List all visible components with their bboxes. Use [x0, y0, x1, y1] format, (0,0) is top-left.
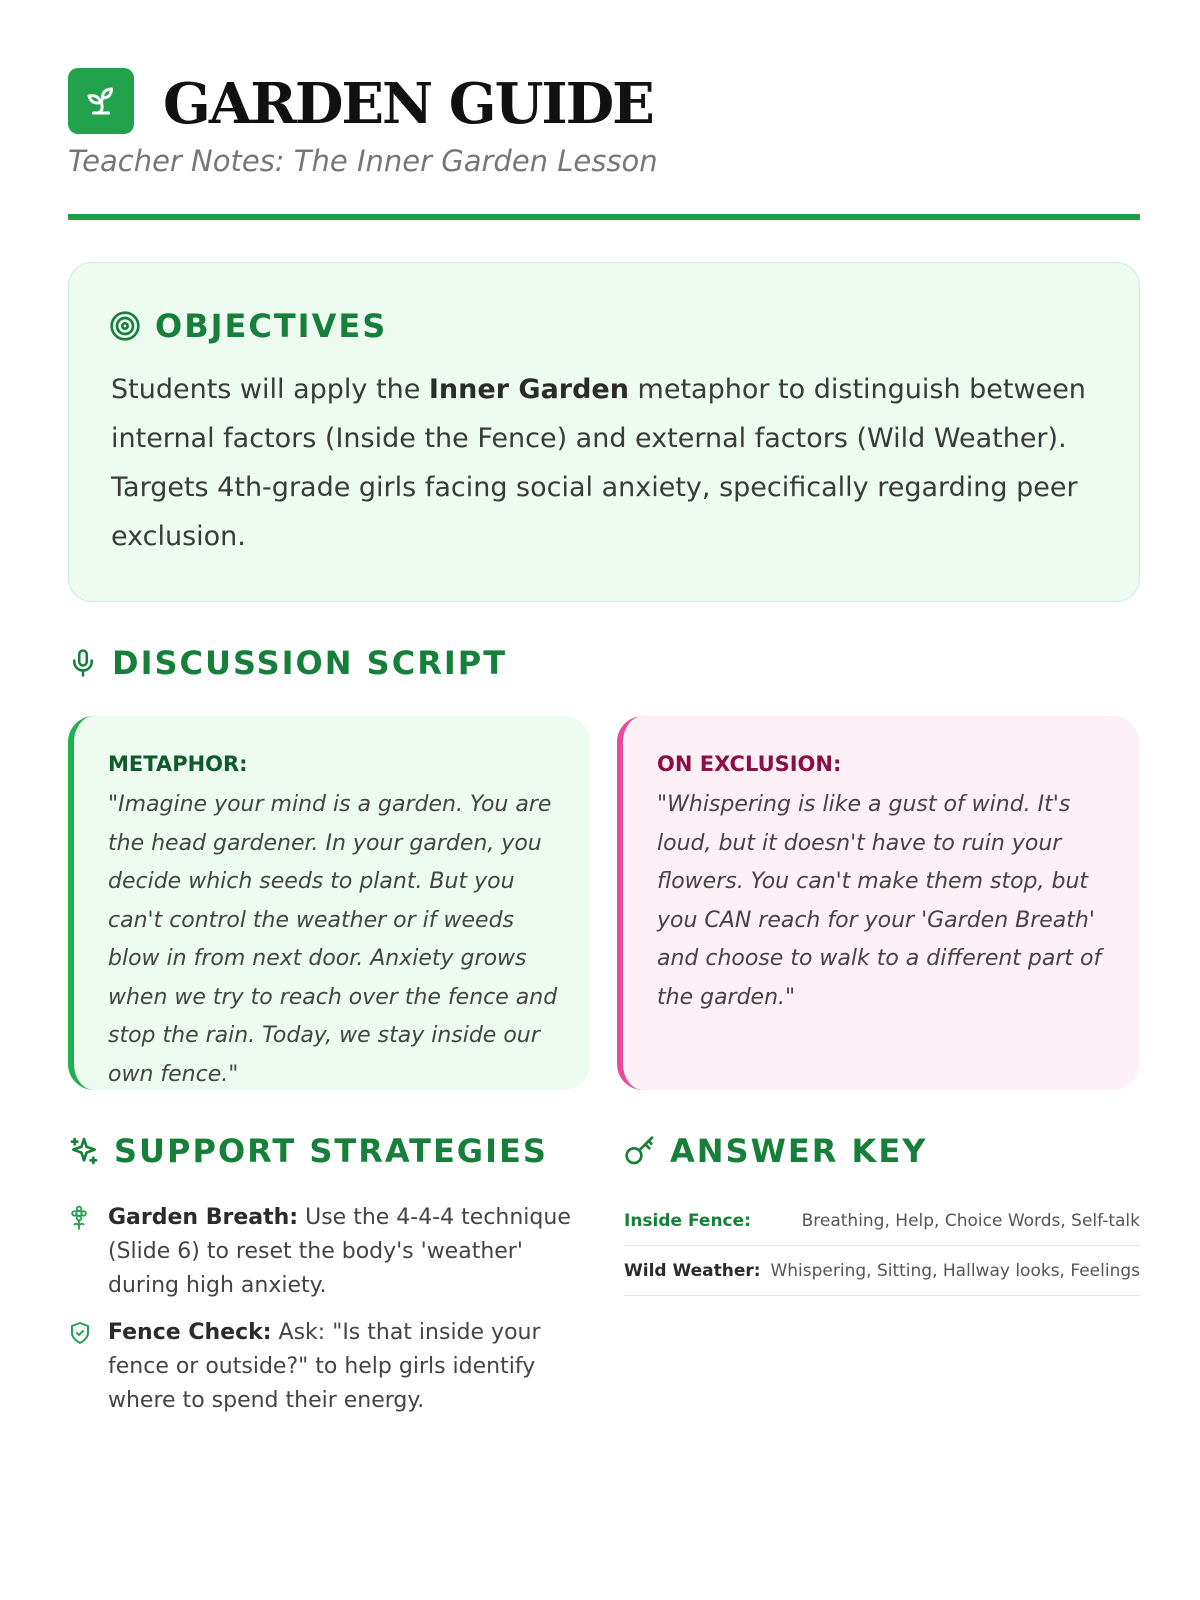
strategy-body: Use the 4-4-4 technique (Slide 6) to reset the body's 'weather' during high anxiety. [108, 1205, 571, 1298]
page-title: GARDEN GUIDE [163, 71, 653, 137]
support-heading [68, 1132, 548, 1170]
strategy-item [68, 1201, 588, 1303]
strategy-text [108, 1316, 588, 1418]
table-row [624, 1246, 1140, 1296]
strategy-title: Fence Check: [108, 1320, 272, 1345]
answer-key-table [624, 1196, 1140, 1296]
objectives-panel [68, 262, 1140, 602]
logo [68, 68, 134, 134]
objectives-text-start: Students will apply the [111, 374, 429, 405]
key-label: Inside Fence: [624, 1210, 751, 1231]
discussion-heading [68, 644, 507, 682]
shield-check-icon [68, 1320, 92, 1346]
key-value: Breathing, Help, Choice Words, Self-talk [801, 1210, 1140, 1231]
answer-key-title: ANSWER KEY [670, 1132, 928, 1170]
objectives-text-bold: Inner Garden [428, 374, 629, 405]
sparkles-icon [68, 1135, 100, 1167]
exclusion-label: ON EXCLUSION: [657, 752, 842, 776]
metaphor-label: METAPHOR: [108, 752, 248, 776]
target-icon [109, 310, 141, 342]
microphone-icon [68, 647, 98, 679]
answer-key-heading [624, 1132, 927, 1170]
key-label: Wild Weather: [624, 1260, 761, 1281]
strategy-text [108, 1201, 588, 1303]
header-divider [68, 214, 1140, 220]
exclusion-quote: "Whispering is like a gust of wind. It's loud, but it doesn't have to ruin your flowers. You can't make them stop, but you CAN reach for your 'Garden Breath' and choose to walk to a different part of the garden." [657, 792, 1102, 1010]
flower-icon [68, 1205, 90, 1231]
objectives-text-end: metaphor to distinguish between internal factors (Inside the Fence) and external factors (Wild Weather). Targets 4th-grade girls facing social anxiety, specifically regarding peer exclusion. [111, 374, 1086, 552]
page-subtitle: Teacher Notes: The Inner Garden Lesson [68, 144, 658, 178]
exclusion-card [617, 716, 1139, 1090]
discussion-title: DISCUSSION SCRIPT [112, 644, 508, 682]
objectives-title: OBJECTIVES [155, 307, 388, 345]
support-title: SUPPORT STRATEGIES [114, 1132, 548, 1170]
metaphor-quote: "Imagine your mind is a garden. You are the head gardener. In your garden, you decide which seeds to plant. But you can't control the weather or if weeds blow in from next door. Anxiety grows when we try to reach over the fence and stop the rain. Today, we stay inside our own fence." [108, 792, 558, 1087]
strategy-item [68, 1316, 588, 1418]
objectives-text [111, 365, 1111, 561]
key-value: Whispering, Sitting, Hallway looks, Feelings [770, 1260, 1140, 1281]
strategy-body: Ask: "Is that inside your fence or outside?" to help girls identify where to spend their energy. [108, 1320, 541, 1413]
sprout-icon [83, 83, 119, 119]
objectives-heading [109, 307, 387, 345]
strategy-title: Garden Breath: [108, 1205, 299, 1230]
metaphor-card [68, 716, 590, 1090]
table-row [624, 1196, 1140, 1246]
key-icon [624, 1135, 656, 1167]
